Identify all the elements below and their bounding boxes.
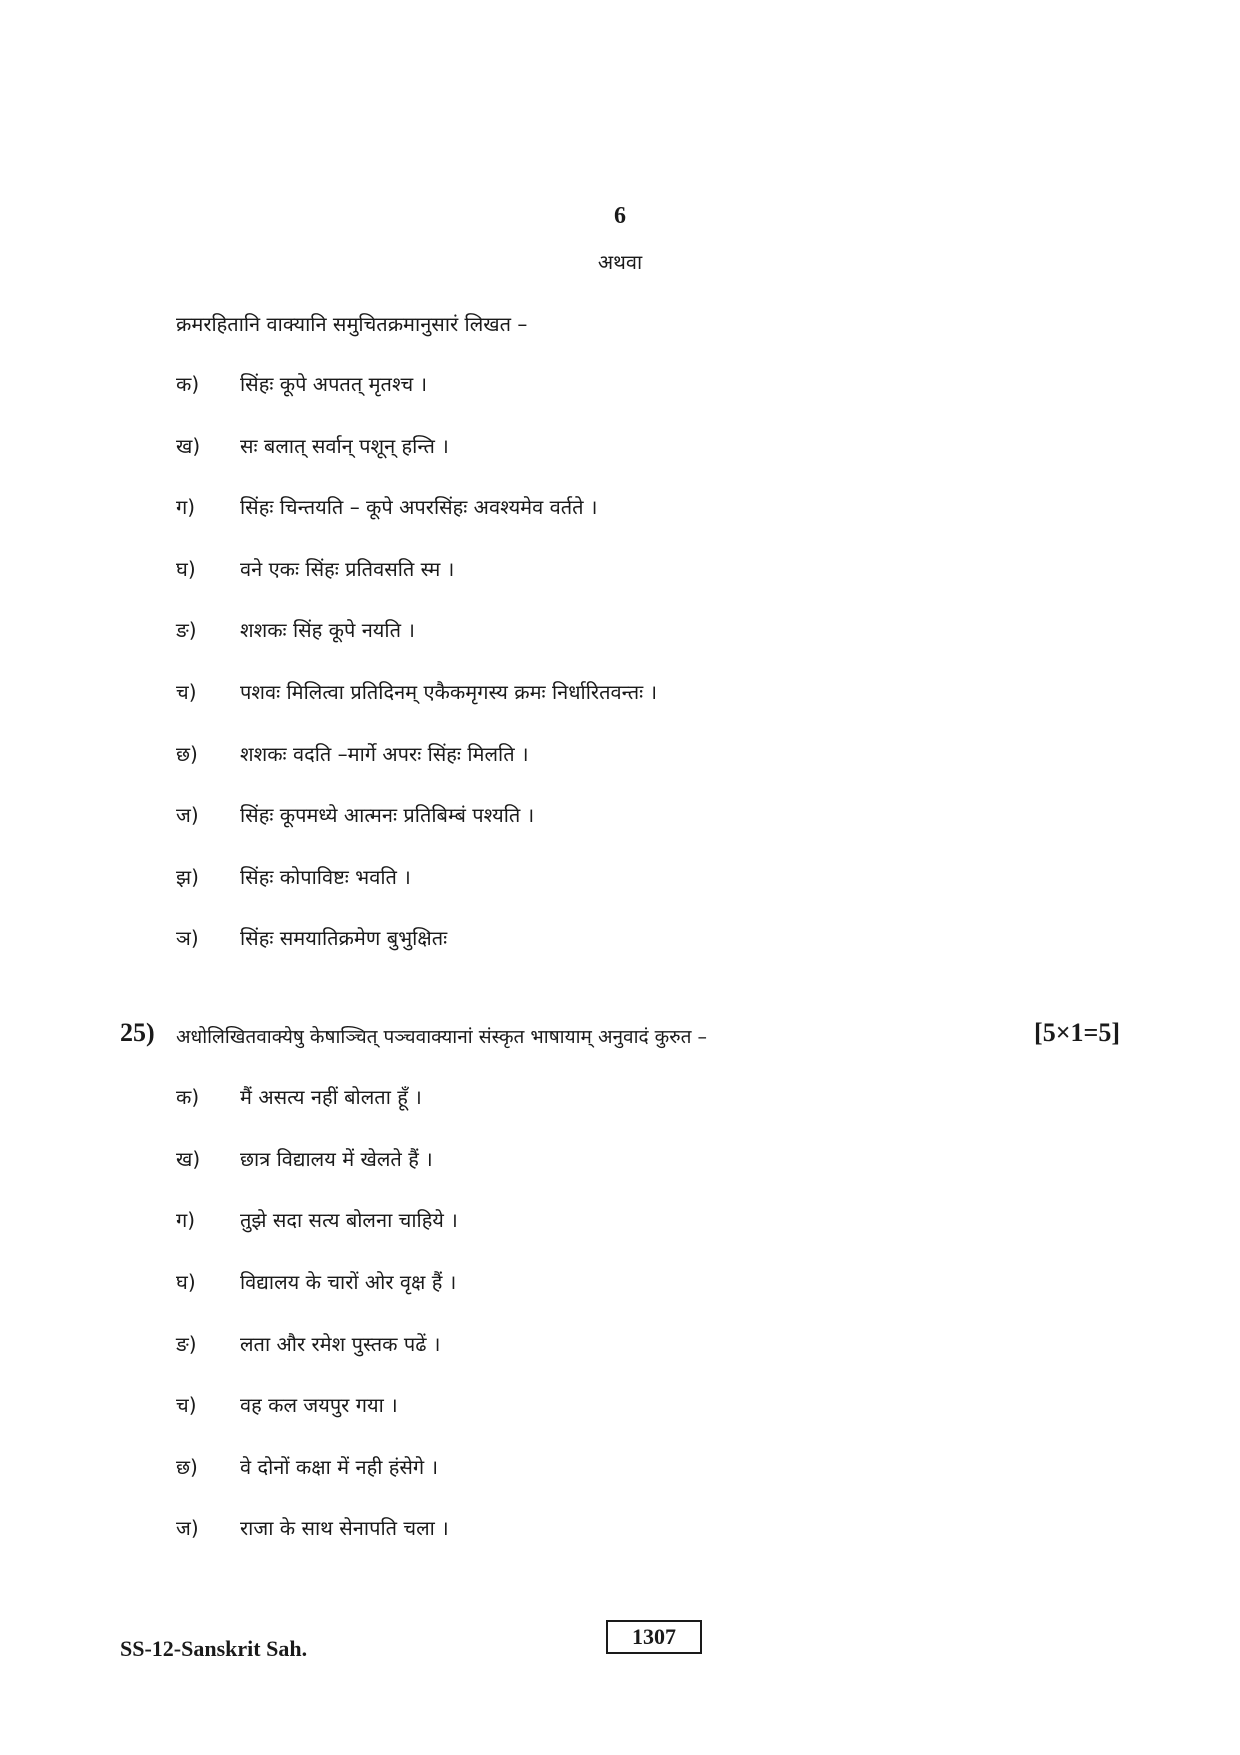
- reorder-item: [176, 740, 529, 767]
- item-marker: क): [176, 372, 200, 396]
- item-marker: च): [176, 1393, 197, 1417]
- item-text: सिंहः कूपमध्ये आत्मनः प्रतिबिम्बं पश्यति ।: [240, 803, 535, 827]
- item-text: विद्यालय के चारों ओर वृक्ष हैं ।: [240, 1270, 457, 1294]
- translation-item: [176, 1453, 438, 1480]
- item-marker: घ): [176, 1270, 196, 1294]
- item-marker: ख): [176, 1147, 201, 1171]
- item-text: सिंहः कोपाविष्टः भवति ।: [240, 865, 411, 889]
- item-marker: ङ): [176, 1332, 197, 1356]
- item-text: वे दोनों कक्षा में नही हंसेगे ।: [240, 1455, 439, 1479]
- translation-item: [176, 1268, 456, 1295]
- translation-item: [176, 1391, 398, 1418]
- item-marker: ग): [176, 495, 196, 519]
- item-text: पशवः मिलित्वा प्रतिदिनम् एकैकमृगस्य क्रमः निर्धारितवन्तः ।: [240, 680, 658, 704]
- item-marker: ज): [176, 1516, 199, 1540]
- item-marker: छ): [176, 1455, 198, 1479]
- item-text: वह कल जयपुर गया ।: [240, 1393, 398, 1417]
- item-text: मैं असत्य नहीं बोलता हूँ ।: [240, 1085, 422, 1109]
- page-code-box: 1307: [606, 1620, 702, 1654]
- reorder-item: [176, 370, 427, 397]
- reorder-item: [176, 555, 454, 582]
- translation-item: [176, 1206, 458, 1233]
- item-marker: छ): [176, 742, 198, 766]
- reorder-item: [176, 863, 411, 890]
- reorder-item: [176, 493, 597, 520]
- item-marker: ग): [176, 1208, 196, 1232]
- item-marker: ङ): [176, 618, 197, 642]
- item-text: सिंहः चिन्तयति – कूपे अपरसिंहः अवश्यमेव वर्तते ।: [240, 495, 598, 519]
- item-marker: ख): [176, 434, 201, 458]
- page-number: 6: [614, 203, 626, 229]
- item-marker: क): [176, 1085, 200, 1109]
- alternative-label: अथवा: [597, 250, 643, 274]
- reorder-item: [176, 616, 415, 643]
- item-text: सः बलात् सर्वान् पशून् हन्ति ।: [240, 434, 449, 458]
- item-marker: झ): [176, 865, 199, 889]
- item-marker: घ): [176, 557, 196, 581]
- item-text: शशकः वदति –मार्गे अपरः सिंहः मिलति ।: [240, 742, 529, 766]
- question-text: अधोलिखितवाक्येषु केषाञ्चित् पञ्चवाक्यानां संस्कृत भाषायाम् अनुवादं कुरुत –: [176, 1026, 707, 1048]
- item-marker: च): [176, 680, 197, 704]
- reorder-item: [176, 432, 449, 459]
- reorder-item: [176, 678, 657, 705]
- translation-item: [176, 1514, 449, 1541]
- item-text: राजा के साथ सेनापति चला ।: [240, 1516, 449, 1540]
- question-marks: [5×1=5]: [1034, 1018, 1120, 1047]
- reorder-item: [176, 924, 447, 951]
- item-marker: ज): [176, 803, 199, 827]
- reorder-instruction: क्रमरहितानि वाक्यानि समुचितक्रमानुसारं लिखत –: [176, 312, 528, 336]
- reorder-item: [176, 801, 534, 828]
- paper-code: SS-12-Sanskrit Sah.: [120, 1636, 308, 1661]
- item-text: शशकः सिंह कूपे नयति ।: [240, 618, 415, 642]
- item-text: तुझे सदा सत्य बोलना चाहिये ।: [240, 1208, 458, 1232]
- question-number: 25): [120, 1018, 155, 1047]
- translation-item: [176, 1330, 440, 1357]
- item-text: सिंहः समयातिक्रमेण बुभुक्षितः: [240, 926, 448, 950]
- item-marker: ञ): [176, 926, 199, 950]
- item-text: लता और रमेश पुस्तक पढें ।: [240, 1332, 441, 1356]
- item-text: वने एकः सिंहः प्रतिवसति स्म ।: [240, 557, 455, 581]
- item-text: छात्र विद्यालय में खेलते हैं ।: [240, 1147, 433, 1171]
- translation-item: [176, 1083, 422, 1110]
- translation-item: [176, 1145, 433, 1172]
- item-text: सिंहः कूपे अपतत् मृतश्च ।: [240, 372, 428, 396]
